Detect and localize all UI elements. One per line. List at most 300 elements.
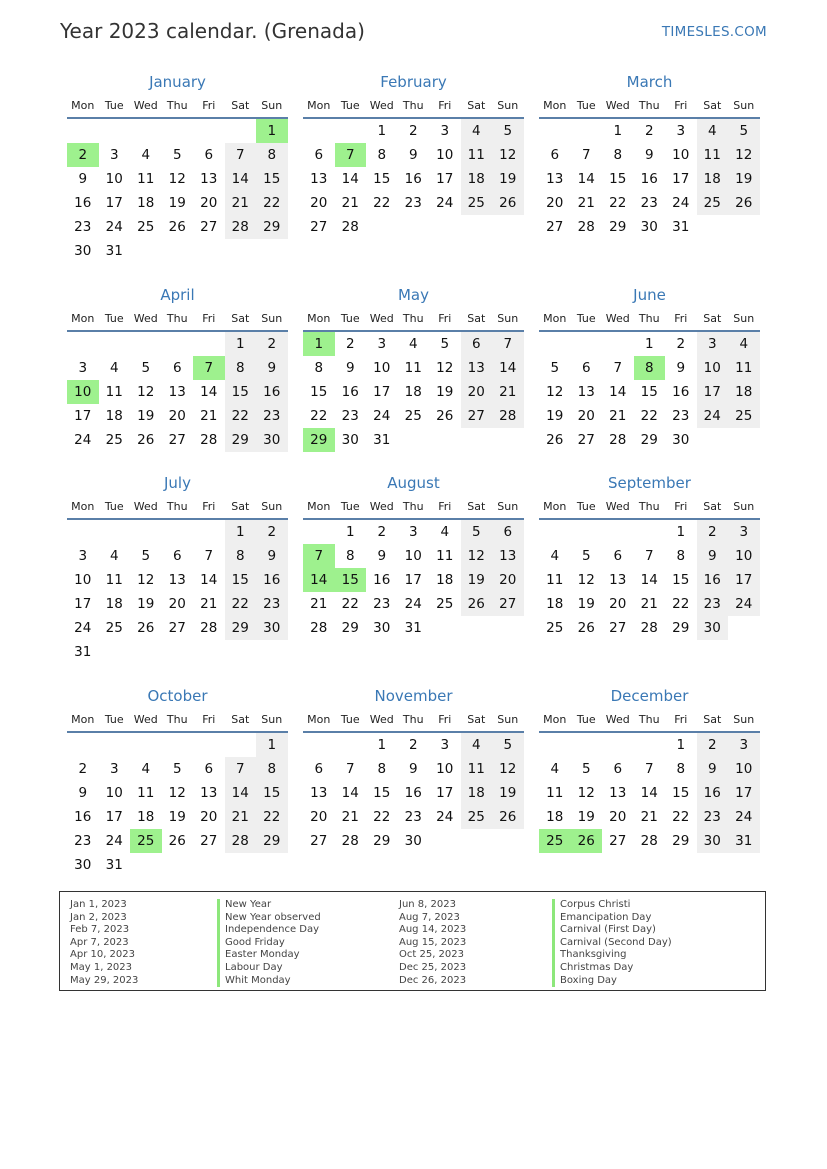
day-cell: 18 <box>105 408 123 424</box>
day-cell: 21 <box>609 408 627 424</box>
weekday-label: Sat <box>703 312 722 325</box>
day-cell: 4 <box>109 548 119 564</box>
day-cell: 12 <box>492 143 524 167</box>
day-cell: 22 <box>609 195 627 211</box>
day-cell: 27 <box>200 833 218 849</box>
day-cell: 5 <box>141 548 151 564</box>
day-cell: 14 <box>640 572 658 588</box>
weekday-label: Sat <box>231 500 250 513</box>
weekday-label: Sat <box>467 500 486 513</box>
day-cell: 28 <box>200 620 218 636</box>
weekday-label: Sat <box>703 500 722 513</box>
day-cell: 7 <box>225 757 257 781</box>
month-name: June <box>633 286 666 304</box>
day-cell: 4 <box>550 761 560 777</box>
day-cell: 24 <box>436 195 454 211</box>
day-cell: 15 <box>310 384 328 400</box>
day-cell: 18 <box>137 195 155 211</box>
holiday-name: Corpus Christi <box>552 899 672 912</box>
weekday-label: Wed <box>133 713 158 726</box>
day-cell: 3 <box>728 733 760 757</box>
site-link[interactable]: TIMESLES.COM <box>661 24 767 40</box>
day-cell: 4 <box>697 119 729 143</box>
day-cell: 13 <box>310 785 328 801</box>
day-cell: 28 <box>640 833 658 849</box>
day-cell: 10 <box>728 757 760 781</box>
day-cell: 16 <box>373 572 391 588</box>
day-cell: 3 <box>109 147 119 163</box>
day-cell: 23 <box>256 404 288 428</box>
weekday-label: Wed <box>605 99 630 112</box>
day-cell: 21 <box>310 596 328 612</box>
day-cell: 25 <box>539 829 571 853</box>
weekday-label: Tue <box>576 500 596 513</box>
day-cell: 21 <box>640 596 658 612</box>
month-name: August <box>387 474 440 492</box>
day-cell: 18 <box>436 572 454 588</box>
day-cell: 12 <box>577 785 595 801</box>
day-cell: 4 <box>728 332 760 356</box>
day-cell: 2 <box>697 520 729 544</box>
day-cell: 12 <box>168 171 186 187</box>
day-cell: 28 <box>577 219 595 235</box>
day-cell: 19 <box>577 596 595 612</box>
weekday-header <box>303 99 524 119</box>
day-cell: 12 <box>168 785 186 801</box>
day-cell: 21 <box>492 380 524 404</box>
day-cell: 31 <box>105 243 123 259</box>
day-cell: 23 <box>697 805 729 829</box>
day-cell: 13 <box>200 171 218 187</box>
day-cell: 18 <box>404 384 422 400</box>
day-cell: 7 <box>204 548 214 564</box>
month-name: October <box>147 687 208 705</box>
day-cell: 5 <box>581 761 591 777</box>
day-cell: 17 <box>672 171 690 187</box>
day-cell: 8 <box>314 360 324 376</box>
weekday-label: Mon <box>71 500 95 513</box>
day-cell: 22 <box>225 404 257 428</box>
day-cell: 19 <box>436 384 454 400</box>
weekday-label: Thu <box>638 500 660 513</box>
holiday-date: Dec 26, 2023 <box>399 974 467 986</box>
weekday-label: Thu <box>166 99 188 112</box>
day-cell: 1 <box>225 520 257 544</box>
day-cell: 3 <box>440 737 450 753</box>
day-cell: 26 <box>137 432 155 448</box>
day-cell: 11 <box>546 785 564 801</box>
day-cell: 1 <box>644 336 654 352</box>
day-cell: 20 <box>168 596 186 612</box>
day-cell: 18 <box>105 596 123 612</box>
holiday-name: Carnival (First Day) <box>552 924 672 937</box>
weekday-label: Thu <box>402 500 424 513</box>
holiday-name: Carnival (Second Day) <box>552 937 672 950</box>
day-cell: 5 <box>550 360 560 376</box>
day-cell: 21 <box>640 809 658 825</box>
day-cell: 8 <box>256 143 288 167</box>
day-cell: 8 <box>345 548 355 564</box>
day-cell: 9 <box>676 360 686 376</box>
day-cell: 14 <box>303 568 335 592</box>
day-cell: 17 <box>404 572 422 588</box>
day-cell: 3 <box>728 520 760 544</box>
day-cell: 30 <box>672 432 690 448</box>
day-cell: 10 <box>105 171 123 187</box>
weekday-label: Sun <box>733 99 755 112</box>
day-cell: 13 <box>168 572 186 588</box>
holiday-date: Jan 2, 2023 <box>70 911 127 923</box>
day-cell: 23 <box>74 833 92 849</box>
day-cell: 6 <box>172 548 182 564</box>
day-cell: 13 <box>492 544 524 568</box>
day-cell: 23 <box>341 408 359 424</box>
day-cell: 19 <box>492 167 524 191</box>
weekday-label: Sun <box>261 713 283 726</box>
day-cell: 29 <box>640 432 658 448</box>
day-cell: 10 <box>373 360 391 376</box>
day-cell: 12 <box>577 572 595 588</box>
weekday-label: Sun <box>733 713 755 726</box>
day-cell: 25 <box>105 432 123 448</box>
day-cell: 15 <box>256 167 288 191</box>
day-cell: 20 <box>492 568 524 592</box>
weekday-label: Sun <box>733 500 755 513</box>
weekday-label: Wed <box>133 500 158 513</box>
holiday-date: Apr 10, 2023 <box>70 949 136 961</box>
day-cell: 27 <box>310 219 328 235</box>
weekday-header <box>539 713 760 733</box>
day-cell: 29 <box>609 219 627 235</box>
day-cell: 25 <box>404 408 422 424</box>
day-cell: 27 <box>492 592 524 616</box>
day-cell: 8 <box>377 761 387 777</box>
day-cell: 7 <box>345 761 355 777</box>
day-cell: 9 <box>697 544 729 568</box>
weekday-label: Mon <box>307 99 331 112</box>
weekday-label: Sun <box>261 99 283 112</box>
holiday-name: Thanksgiving <box>552 949 672 962</box>
weekday-label: Wed <box>605 500 630 513</box>
day-cell: 20 <box>200 809 218 825</box>
legend-dates-right <box>399 899 466 987</box>
holiday-date: Feb 7, 2023 <box>70 924 130 936</box>
day-cell: 9 <box>345 360 355 376</box>
weekday-label: Tue <box>104 713 124 726</box>
day-cell: 29 <box>225 616 257 640</box>
weekday-label: Thu <box>402 713 424 726</box>
day-cell: 11 <box>105 384 123 400</box>
day-cell: 8 <box>256 757 288 781</box>
holiday-date: Apr 7, 2023 <box>70 936 129 948</box>
holiday-name: New Year <box>217 899 321 912</box>
day-cell: 15 <box>672 785 690 801</box>
day-cell: 29 <box>256 829 288 853</box>
day-cell: 2 <box>345 336 355 352</box>
day-cell: 14 <box>225 781 257 805</box>
holiday-name: Emancipation Day <box>552 912 672 925</box>
day-cell: 26 <box>728 191 760 215</box>
day-cell: 4 <box>440 524 450 540</box>
day-cell: 21 <box>200 408 218 424</box>
day-cell: 25 <box>130 829 162 853</box>
day-cell: 24 <box>105 219 123 235</box>
day-cell: 19 <box>168 809 186 825</box>
day-cell: 27 <box>168 620 186 636</box>
day-cell: 24 <box>728 592 760 616</box>
page-title: Year 2023 calendar. (Grenada) <box>60 19 365 43</box>
day-cell: 9 <box>78 785 88 801</box>
day-cell: 3 <box>408 524 418 540</box>
holiday-name: Easter Monday <box>217 949 321 962</box>
weekday-label: Tue <box>104 99 124 112</box>
day-cell: 19 <box>577 809 595 825</box>
day-cell: 14 <box>225 167 257 191</box>
day-cell: 19 <box>168 195 186 211</box>
day-cell: 25 <box>461 191 493 215</box>
day-cell: 2 <box>676 336 686 352</box>
day-cell: 7 <box>193 356 225 380</box>
day-cell: 30 <box>74 243 92 259</box>
day-cell: 30 <box>256 616 288 640</box>
day-cell: 26 <box>492 805 524 829</box>
day-cell: 3 <box>377 336 387 352</box>
day-cell: 18 <box>728 380 760 404</box>
day-cell: 21 <box>225 805 257 829</box>
month-name: December <box>610 687 689 705</box>
day-cell: 26 <box>168 833 186 849</box>
day-cell: 15 <box>225 568 257 592</box>
holiday-name: Whit Monday <box>217 975 321 988</box>
day-cell: 27 <box>310 833 328 849</box>
month-name: September <box>608 474 691 492</box>
holiday-date: May 29, 2023 <box>70 974 139 986</box>
weekday-label: Fri <box>438 713 452 726</box>
weekday-label: Fri <box>202 713 216 726</box>
day-cell: 11 <box>436 548 454 564</box>
day-cell: 6 <box>492 520 524 544</box>
day-cell: 5 <box>461 520 493 544</box>
day-cell: 14 <box>200 384 218 400</box>
day-cell: 17 <box>373 384 391 400</box>
day-cell: 21 <box>200 596 218 612</box>
day-cell: 13 <box>577 384 595 400</box>
weekday-label: Thu <box>402 312 424 325</box>
weekday-label: Fri <box>202 99 216 112</box>
day-cell: 11 <box>137 785 155 801</box>
day-cell: 28 <box>310 620 328 636</box>
day-cell: 19 <box>728 167 760 191</box>
day-cell: 17 <box>105 809 123 825</box>
weekday-label: Sat <box>703 713 722 726</box>
weekday-label: Wed <box>369 500 394 513</box>
day-cell: 30 <box>697 616 729 640</box>
day-cell: 28 <box>341 833 359 849</box>
day-cell: 31 <box>74 644 92 660</box>
day-cell: 16 <box>697 781 729 805</box>
day-cell: 30 <box>404 833 422 849</box>
day-cell: 10 <box>436 761 454 777</box>
day-cell: 17 <box>697 380 729 404</box>
day-cell: 26 <box>577 620 595 636</box>
day-cell: 3 <box>440 123 450 139</box>
day-cell: 16 <box>256 568 288 592</box>
day-cell: 9 <box>644 147 654 163</box>
holiday-date: Aug 14, 2023 <box>399 924 467 936</box>
day-cell: 5 <box>172 147 182 163</box>
day-cell: 12 <box>728 143 760 167</box>
weekday-label: Sat <box>231 99 250 112</box>
day-cell: 10 <box>728 544 760 568</box>
day-cell: 5 <box>492 119 524 143</box>
day-cell: 5 <box>728 119 760 143</box>
day-cell: 1 <box>613 123 623 139</box>
day-cell: 4 <box>141 761 151 777</box>
weekday-label: Sun <box>261 500 283 513</box>
day-cell: 23 <box>697 592 729 616</box>
weekday-label: Mon <box>71 312 95 325</box>
day-cell: 4 <box>461 119 493 143</box>
weekday-label: Tue <box>104 500 124 513</box>
day-cell: 1 <box>303 332 335 356</box>
day-cell: 28 <box>200 432 218 448</box>
day-cell: 3 <box>109 761 119 777</box>
day-cell: 6 <box>314 761 324 777</box>
weekday-label: Thu <box>402 99 424 112</box>
day-cell: 13 <box>310 171 328 187</box>
day-cell: 30 <box>256 428 288 452</box>
weekday-label: Sat <box>467 99 486 112</box>
day-cell: 31 <box>672 219 690 235</box>
day-cell: 18 <box>546 596 564 612</box>
day-cell: 25 <box>137 219 155 235</box>
day-cell: 26 <box>461 592 493 616</box>
day-cell: 26 <box>137 620 155 636</box>
day-cell: 26 <box>492 191 524 215</box>
day-cell: 8 <box>613 147 623 163</box>
day-cell: 16 <box>640 171 658 187</box>
day-cell: 23 <box>256 592 288 616</box>
day-cell: 12 <box>461 544 493 568</box>
day-cell: 26 <box>571 829 603 853</box>
day-cell: 12 <box>492 757 524 781</box>
day-cell: 11 <box>461 757 493 781</box>
legend-names-left <box>217 899 321 987</box>
day-cell: 22 <box>341 596 359 612</box>
weekday-label: Fri <box>438 99 452 112</box>
day-cell: 10 <box>67 380 99 404</box>
day-cell: 16 <box>404 785 422 801</box>
day-cell: 17 <box>436 171 454 187</box>
day-cell: 10 <box>105 785 123 801</box>
day-cell: 2 <box>377 524 387 540</box>
weekday-header <box>67 99 288 119</box>
day-cell: 7 <box>644 761 654 777</box>
day-cell: 4 <box>461 733 493 757</box>
weekday-header <box>67 312 288 332</box>
weekday-label: Wed <box>369 99 394 112</box>
day-cell: 20 <box>200 195 218 211</box>
day-cell: 7 <box>492 332 524 356</box>
day-cell: 29 <box>373 833 391 849</box>
month-name: February <box>380 73 447 91</box>
day-cell: 11 <box>137 171 155 187</box>
day-cell: 29 <box>341 620 359 636</box>
day-cell: 15 <box>672 572 690 588</box>
day-cell: 20 <box>609 596 627 612</box>
day-cell: 6 <box>204 761 214 777</box>
day-cell: 7 <box>335 143 367 167</box>
weekday-label: Tue <box>576 99 596 112</box>
day-cell: 7 <box>644 548 654 564</box>
day-cell: 9 <box>78 171 88 187</box>
day-cell: 12 <box>436 360 454 376</box>
day-cell: 1 <box>377 737 387 753</box>
day-cell: 25 <box>436 596 454 612</box>
day-cell: 7 <box>613 360 623 376</box>
day-cell: 31 <box>373 432 391 448</box>
weekday-label: Tue <box>340 312 360 325</box>
day-cell: 12 <box>137 572 155 588</box>
weekday-label: Sun <box>497 713 519 726</box>
day-cell: 25 <box>697 191 729 215</box>
weekday-header <box>539 99 760 119</box>
weekday-label: Sat <box>231 713 250 726</box>
day-cell: 21 <box>577 195 595 211</box>
day-cell: 24 <box>105 833 123 849</box>
day-cell: 2 <box>78 761 88 777</box>
weekday-label: Mon <box>71 99 95 112</box>
day-cell: 9 <box>408 761 418 777</box>
day-cell: 3 <box>78 548 88 564</box>
weekday-label: Sat <box>467 713 486 726</box>
weekday-header <box>67 713 288 733</box>
day-cell: 20 <box>546 195 564 211</box>
holiday-name: Good Friday <box>217 937 321 950</box>
holiday-date: Oct 25, 2023 <box>399 949 464 961</box>
day-cell: 6 <box>172 360 182 376</box>
day-cell: 28 <box>640 620 658 636</box>
weekday-label: Tue <box>340 500 360 513</box>
weekday-label: Wed <box>133 312 158 325</box>
weekday-label: Mon <box>543 500 567 513</box>
day-cell: 19 <box>137 596 155 612</box>
day-cell: 11 <box>105 572 123 588</box>
day-cell: 31 <box>105 857 123 873</box>
day-cell: 9 <box>697 757 729 781</box>
day-cell: 16 <box>341 384 359 400</box>
day-cell: 22 <box>256 191 288 215</box>
day-cell: 10 <box>672 147 690 163</box>
weekday-label: Fri <box>674 312 688 325</box>
day-cell: 8 <box>634 356 666 380</box>
legend-dates-left <box>70 899 138 987</box>
day-cell: 17 <box>436 785 454 801</box>
day-cell: 13 <box>546 171 564 187</box>
legend-names-right <box>552 899 672 987</box>
day-cell: 6 <box>613 548 623 564</box>
day-cell: 10 <box>697 356 729 380</box>
weekday-label: Thu <box>166 312 188 325</box>
weekday-label: Fri <box>438 500 452 513</box>
day-cell: 14 <box>609 384 627 400</box>
month-name: July <box>164 474 191 492</box>
day-cell: 30 <box>373 620 391 636</box>
day-cell: 7 <box>581 147 591 163</box>
day-cell: 20 <box>577 408 595 424</box>
day-cell: 31 <box>728 829 760 853</box>
weekday-label: Mon <box>71 713 95 726</box>
